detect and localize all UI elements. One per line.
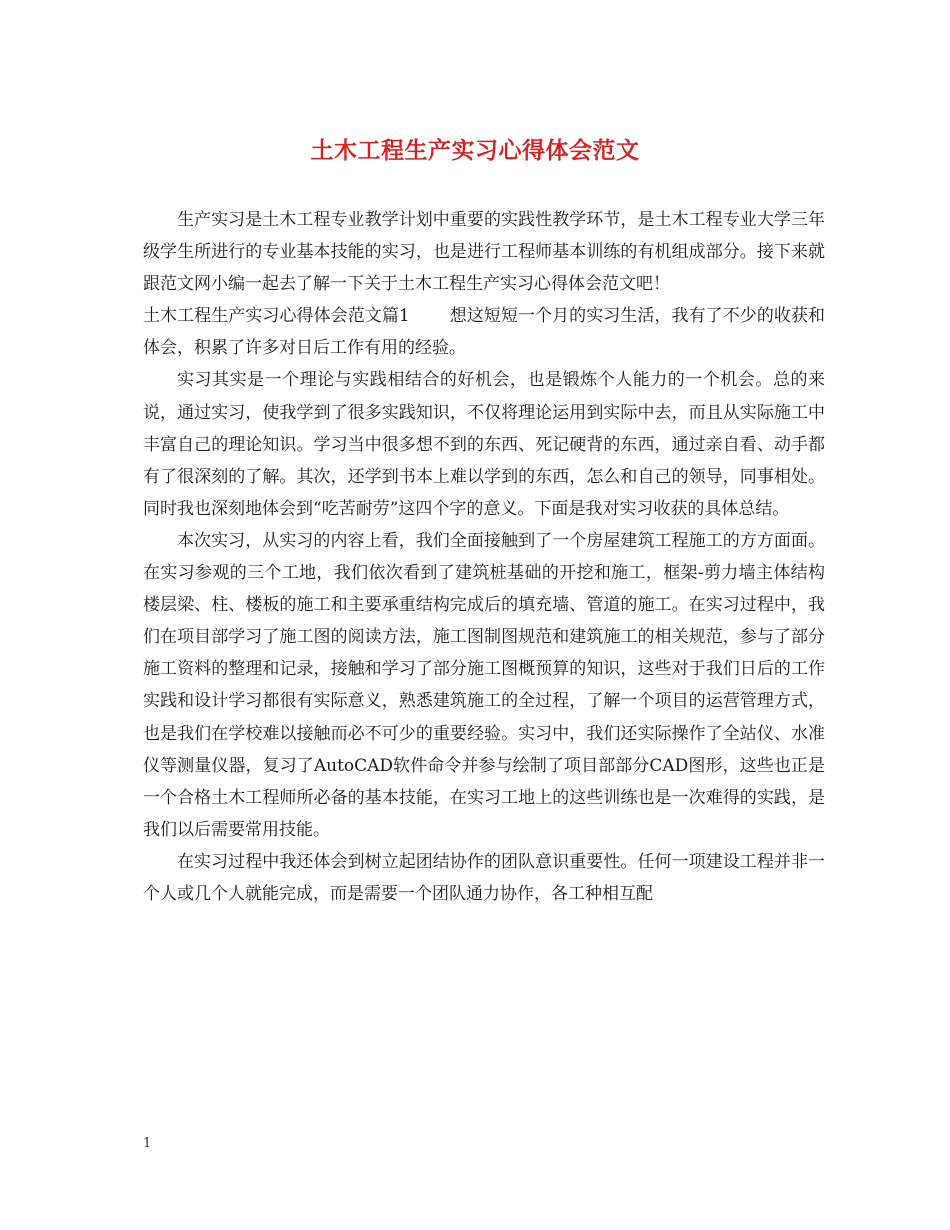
paragraph-3: 本次实习，从实习的内容上看，我们全面接触到了一个房屋建筑工程施工的方方面面。在实习参观的三个工地，我们依次看到了建筑桩基础的开挖和施工，框架-剪力墙主体结构楼层梁、柱、楼板的施工和主要承重结构完成后的填充墙、管道的施工。在实习过程中，我们在项目部学习了施工图的阅读方法，施工图制图规范和建筑施工的相关规范，参与了部分施工资料的整理和记录，接触和学习了部分施工图概预算的知识，这些对于我们日后的工作实践和设计学习都很有实际意义，熟悉建筑施工的全过程，了解一个项目的运营管理方式，也是我们在学校难以接触而必不可少的重要经验。实习中，我们还实际操作了全站仪、水准仪等测量仪器，复习了AutoCAD软件命令并参与绘制了项目部部分CAD图形，这些也正是一个合格土木工程师所必备的基本技能，在实习工地上的这些训练也是一次难得的实践，是我们以后需要常用技能。 [143,530,825,840]
paragraph-4: 在实习过程中我还体会到树立起团结协作的团队意识重要性。任何一项建设工程并非一个人或几个人就能完成，而是需要一个团队通力协作，各工种相互配 [143,851,825,904]
section-paragraph [143,300,825,364]
document-title: 土木工程生产实习心得体会范文 [310,137,640,164]
document-body [143,204,825,910]
page-number: 1 [143,1136,152,1151]
section-heading: 土木工程生产实习心得体会范文篇1 [143,306,410,327]
section-first-text: 想这短短一个月的实习生活，我有了不少的收获和体会，积累了许多对日后工作有用的经验。 [143,306,825,359]
paragraph-2: 实习其实是一个理论与实践相结合的好机会，也是锻炼个人能力的一个机会。总的来说，通过实习，使我学到了很多实践知识，不仅将理论运用到实际中去，而且从实际施工中丰富自己的理论知识。学习当中很多想不到的东西、死记硬背的东西，通过亲自看、动手都有了很深刻的了解。其次，还学到书本上难以学到的东西，怎么和自己的领导，同事相处。同时我也深刻地体会到“吃苦耐劳”这四个字的意义。下面是我对实习收获的具体总结。 [143,370,825,519]
intro-paragraph: 生产实习是土木工程专业教学计划中重要的实践性教学环节，是土木工程专业大学三年级学生所进行的专业基本技能的实习，也是进行工程师基本训练的有机组成部分。接下来就跟范文网小编一起去了解一下关于土木工程生产实习心得体会范文吧！ [143,210,825,295]
